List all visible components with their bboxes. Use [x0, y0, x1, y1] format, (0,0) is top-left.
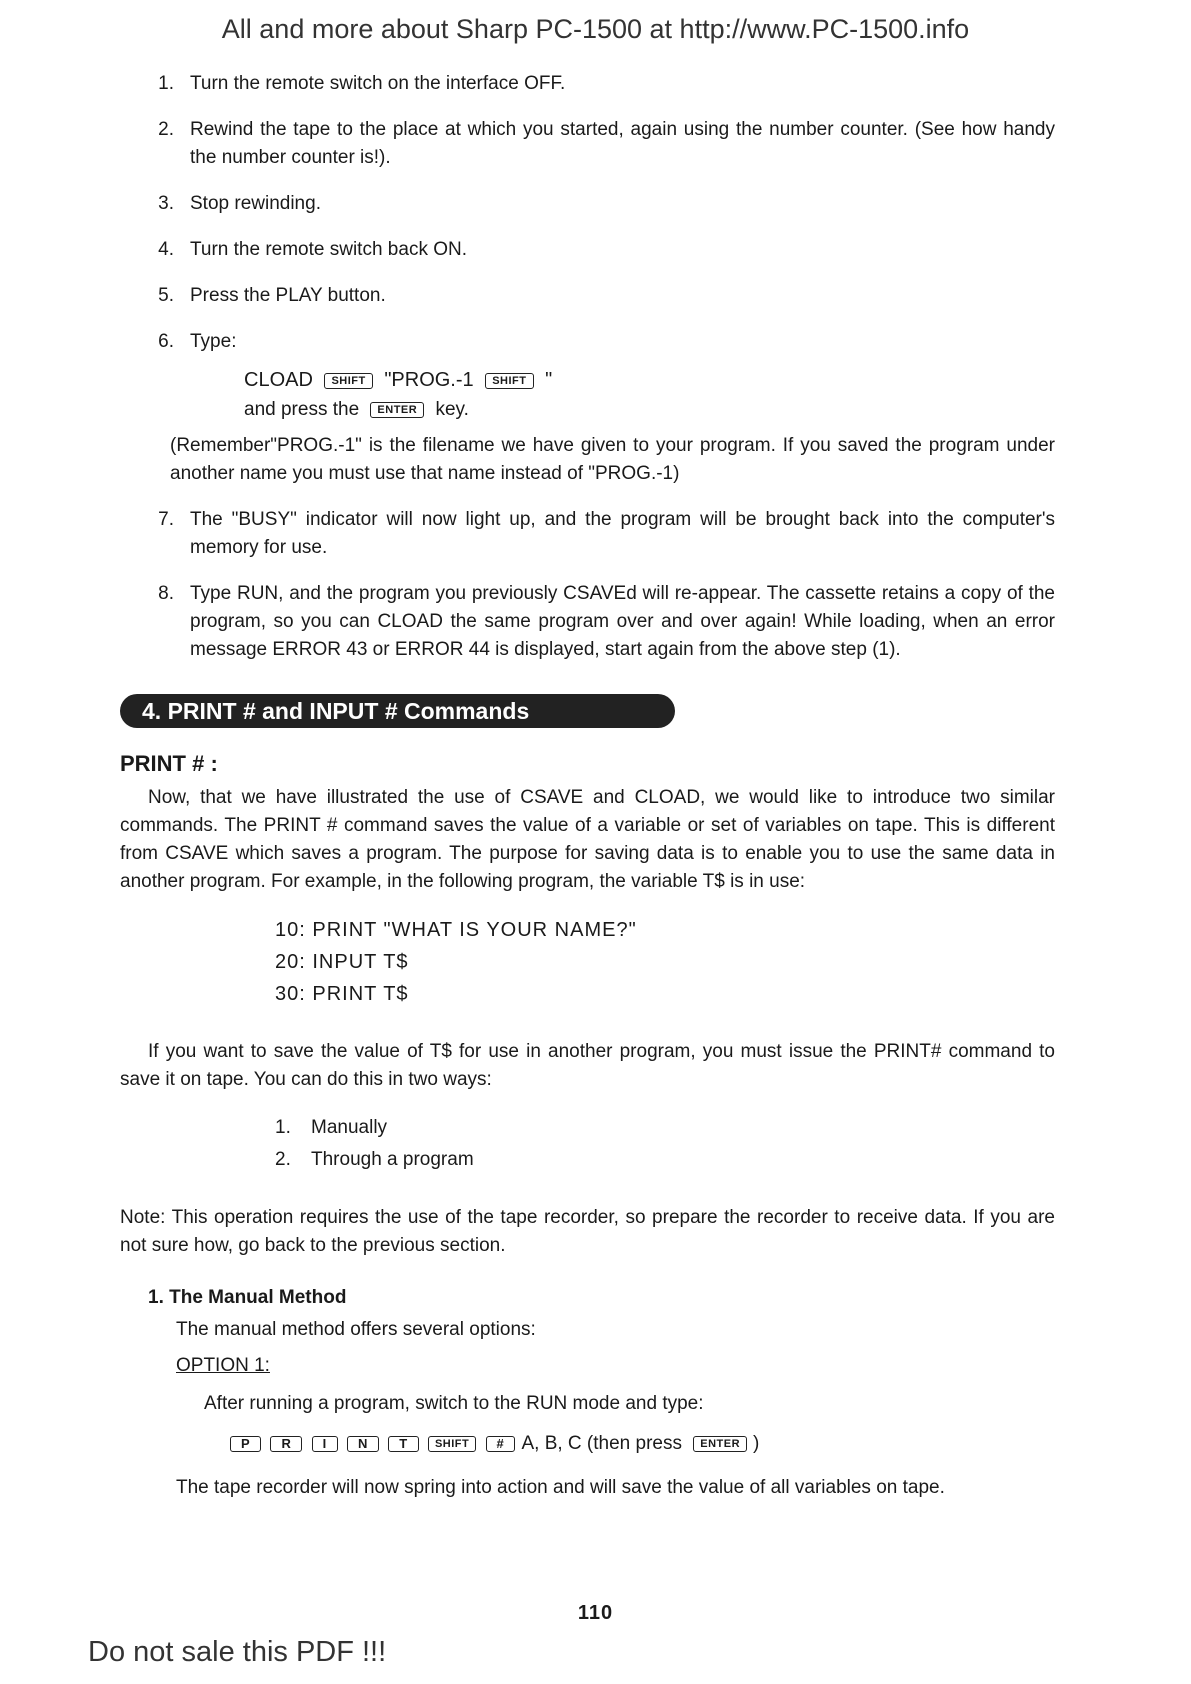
step-number: 8. — [158, 583, 174, 604]
program-listing — [275, 914, 1055, 1010]
manual-method-intro: The manual method offers several options: — [176, 1319, 536, 1340]
manual-method-title: 1. The Manual Method — [148, 1287, 347, 1308]
option-1-label: OPTION 1: — [176, 1355, 270, 1376]
list-item — [275, 1144, 1055, 1176]
list-number: 2. — [275, 1149, 291, 1170]
step-number: 3. — [158, 193, 174, 214]
step-item — [140, 328, 1055, 424]
page-number: 110 — [577, 1602, 614, 1624]
step-text: Type RUN, and the program you previously CSAVEd will re-appear. The cassette retains a copy of the program, so you can CLOAD the same program over and over again! While loading, when an error message ERROR 43 or ERROR 44 is displayed, start again from the above step (1). — [190, 583, 1055, 660]
step-number: 1. — [158, 73, 174, 94]
step-text: The "BUSY" indicator will now light up, and the program will be brought back into the computer's memory for use. — [190, 509, 1055, 558]
prog-name: "PROG.-1 — [384, 369, 474, 391]
print-heading: PRINT # : — [120, 751, 218, 776]
program-line: 10: PRINT "WHAT IS YOUR NAME?" — [275, 919, 637, 941]
step-item — [140, 580, 1055, 664]
enter-key: ENTER — [693, 1436, 747, 1452]
step-text: Rewind the tape to the place at which you started, again using the number counter. (See how handy the number counter is!). — [190, 119, 1055, 168]
list-item — [275, 1112, 1055, 1144]
step-item — [140, 70, 1055, 98]
shift-key: SHIFT — [428, 1436, 476, 1452]
footer-note: Do not sale this PDF !!! — [88, 1636, 387, 1668]
closing-paren: ) — [753, 1433, 760, 1454]
i-key: I — [312, 1436, 338, 1452]
program-line: 30: PRINT T$ — [275, 983, 409, 1005]
intro-paragraph: Now, that we have illustrated the use of CSAVE and CLOAD, we would like to introduce two similar commands. The PRINT # command saves the value of a variable or set of variables on tape. This is different from CSAVE which saves a program. The purpose for saving data is to enable you to use the same data in another program. For example, in the following program, the variable T$ is in use: — [120, 787, 1055, 892]
section-title-bar: 4. PRINT # and INPUT # Commands — [120, 694, 675, 728]
step-number: 6. — [158, 331, 174, 352]
step-number: 2. — [158, 119, 174, 140]
step-item — [140, 236, 1055, 264]
shift-key: SHIFT — [324, 373, 372, 389]
list-number: 1. — [275, 1117, 291, 1138]
page-content — [120, 70, 1055, 1502]
key-sequence — [228, 1430, 1055, 1458]
cload-command-line — [244, 366, 1055, 394]
save-paragraph: If you want to save the value of T$ for use in another program, you must issue the PRINT# command to save it on tape. You can do this in two ways: — [120, 1041, 1055, 1090]
step-item — [140, 190, 1055, 218]
option-1-text: After running a program, switch to the RUN mode and type: — [204, 1393, 704, 1414]
shift-key: SHIFT — [485, 373, 533, 389]
step-text: Press the PLAY button. — [190, 285, 386, 306]
enter-instruction — [244, 396, 1055, 424]
and-press-text: and press the — [244, 399, 360, 420]
site-header: All and more about Sharp PC-1500 at http://www.PC-1500.info — [221, 14, 970, 44]
step-item — [140, 282, 1055, 310]
p-key: P — [230, 1436, 261, 1452]
enter-key: ENTER — [370, 402, 424, 418]
step-number: 4. — [158, 239, 174, 260]
step-text: Type: — [190, 331, 237, 352]
step-number: 7. — [158, 509, 174, 530]
tape-recorder-line: The tape recorder will now spring into action and will save the value of all variables on tape. — [176, 1477, 945, 1498]
ways-list — [275, 1112, 1055, 1176]
r-key: R — [270, 1436, 302, 1452]
steps-list-b — [120, 506, 1055, 664]
step-text: Stop rewinding. — [190, 193, 321, 214]
steps-list-a — [120, 70, 1055, 488]
variables-text: A, B, C (then press — [521, 1433, 682, 1454]
list-text: Through a program — [311, 1149, 474, 1170]
n-key: N — [347, 1436, 379, 1452]
filename-remark: (Remember"PROG.-1" is the filename we have given to your program. If you saved the program under another name you must use that name instead of "PROG.-1) — [170, 435, 1055, 484]
program-line: 20: INPUT T$ — [275, 951, 409, 973]
step-item — [140, 116, 1055, 172]
key-word: key. — [435, 399, 469, 420]
note-paragraph: Note: This operation requires the use of the tape recorder, so prepare the recorder to receive data. If you are not sure how, go back to the previous section. — [120, 1207, 1055, 1256]
t-key: T — [388, 1436, 418, 1452]
step-item — [140, 506, 1055, 562]
step-text: Turn the remote switch on the interface OFF. — [190, 73, 566, 94]
cload-keyword: CLOAD — [244, 369, 313, 391]
hash-key: # — [486, 1436, 516, 1452]
list-text: Manually — [311, 1117, 388, 1138]
step-text: Turn the remote switch back ON. — [190, 239, 468, 260]
closing-quote: " — [545, 369, 553, 391]
step-number: 5. — [158, 285, 174, 306]
